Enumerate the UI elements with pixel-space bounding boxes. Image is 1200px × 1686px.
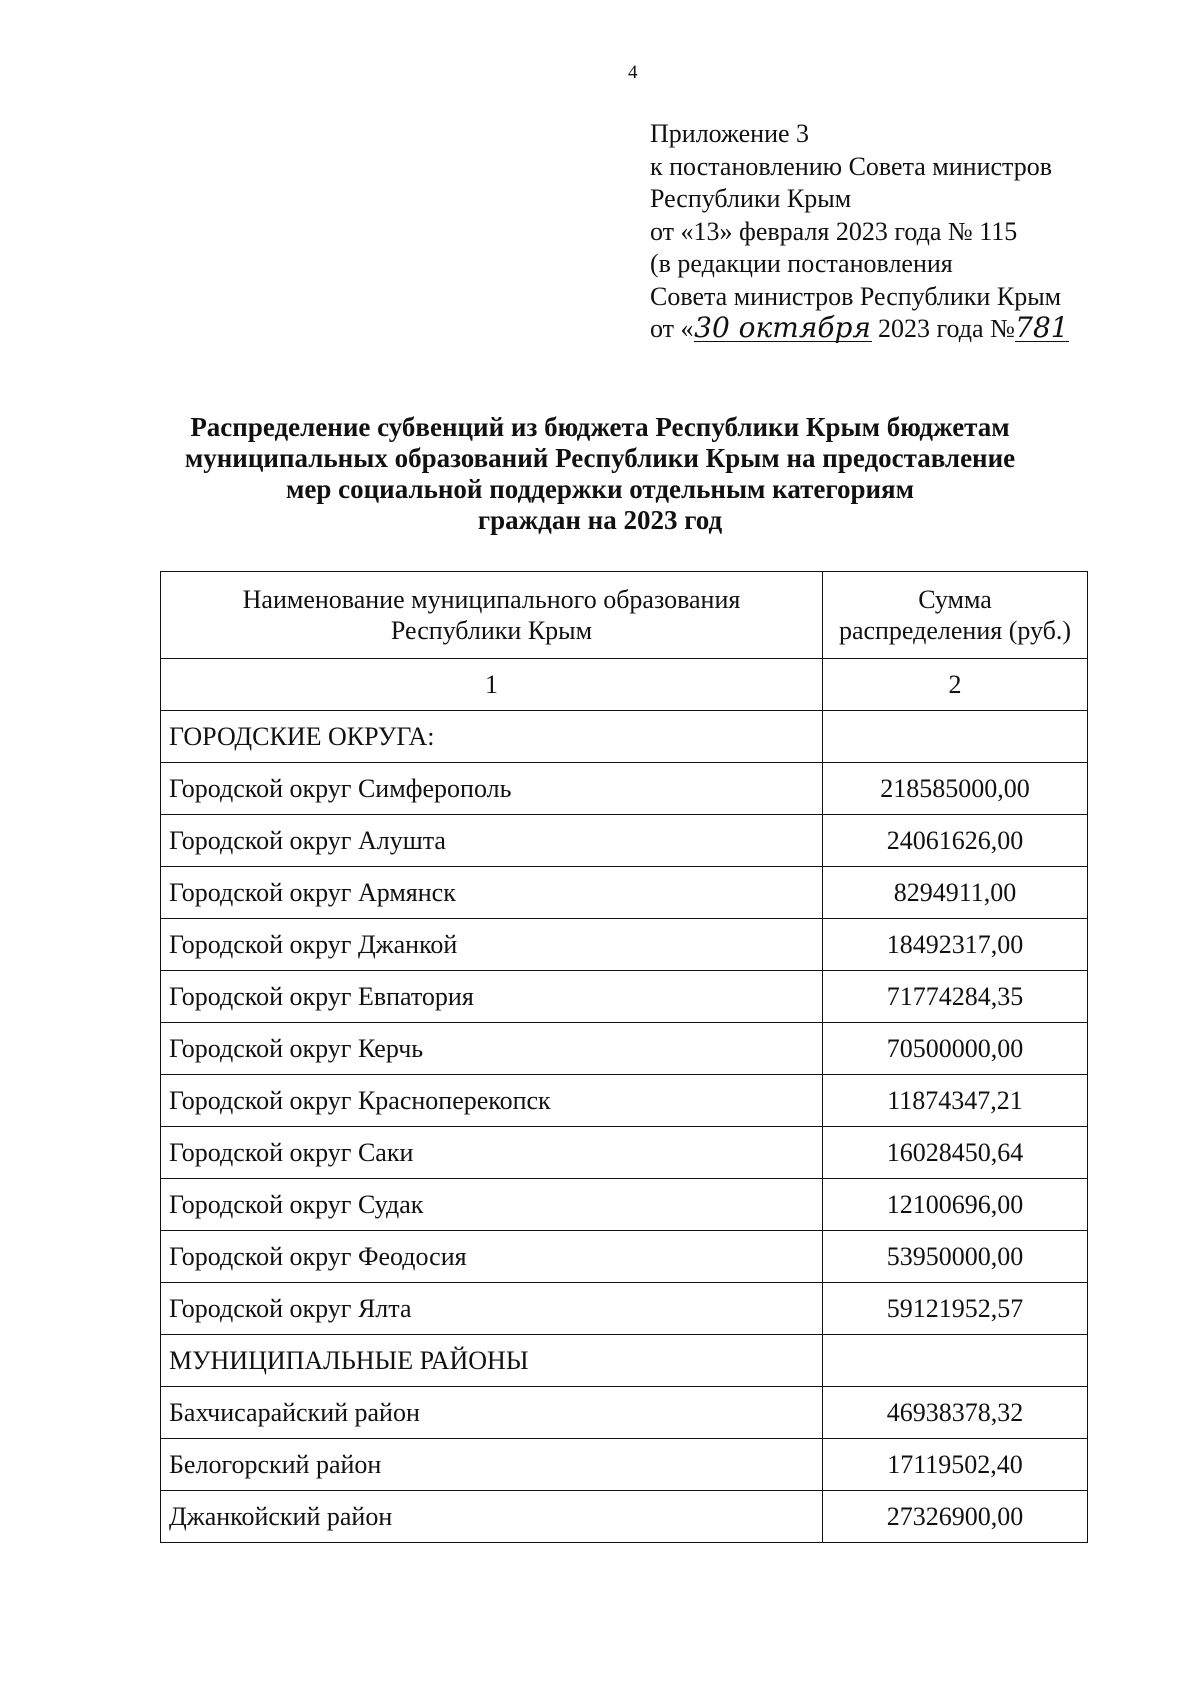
municipality-name-cell: Городской округ Саки <box>161 1127 823 1179</box>
amount-cell: 71774284,35 <box>823 971 1088 1023</box>
handwritten-number: 781 <box>1015 311 1069 344</box>
appendix-line: (в редакции постановления <box>650 249 953 278</box>
municipality-name-cell: Городской округ Джанкой <box>161 919 823 971</box>
table-row <box>161 763 1088 815</box>
amount-cell: 12100696,00 <box>823 1179 1088 1231</box>
title-line: муниципальных образований Республики Крым на предоставление <box>184 443 1016 473</box>
handwritten-date: 30 октября <box>694 311 871 344</box>
amount-cell: 46938378,32 <box>823 1387 1088 1439</box>
amount-cell <box>823 711 1088 763</box>
table-row <box>161 1439 1088 1491</box>
table-row <box>161 1335 1088 1387</box>
amount-cell: 218585000,00 <box>823 763 1088 815</box>
header-amount-line: распределения (руб.) <box>838 616 1072 645</box>
municipality-name-cell: Городской округ Симферополь <box>161 763 823 815</box>
appendix-line: к постановлению Совета министров <box>650 151 1052 181</box>
appendix-line: от «13» февраля 2023 года № 115 <box>650 216 1018 246</box>
title-line: Распределение субвенций из бюджета Республики Крым бюджетам <box>190 412 1010 442</box>
header-name-cell <box>161 572 823 659</box>
table-row <box>161 1491 1088 1543</box>
appendix-line-prefix: от « <box>650 314 694 343</box>
municipality-name-cell: Городской округ Ялта <box>161 1283 823 1335</box>
amount-cell: 18492317,00 <box>823 919 1088 971</box>
amount-cell: 11874347,21 <box>823 1075 1088 1127</box>
column-number-row <box>161 659 1088 711</box>
table-row <box>161 1023 1088 1075</box>
table-row <box>161 1283 1088 1335</box>
appendix-line-middle: 2023 года № <box>878 314 1015 343</box>
header-amount-cell <box>823 572 1088 659</box>
amount-cell: 70500000,00 <box>823 1023 1088 1075</box>
municipality-name-cell: Джанкойский район <box>161 1491 823 1543</box>
table-row <box>161 1387 1088 1439</box>
header-name-line: Наименование муниципального образования <box>242 585 741 614</box>
municipality-name-cell: ГОРОДСКИЕ ОКРУГА: <box>161 711 823 763</box>
table-header-row <box>161 572 1088 659</box>
page-number: 4 <box>628 62 638 83</box>
municipality-name-cell: Городской округ Феодосия <box>161 1231 823 1283</box>
municipality-name-cell: Городской округ Керчь <box>161 1023 823 1075</box>
table-row <box>161 815 1088 867</box>
column-number-cell: 1 <box>161 659 823 711</box>
document-title <box>140 412 1060 536</box>
table-row <box>161 711 1088 763</box>
amount-cell: 59121952,57 <box>823 1283 1088 1335</box>
amount-cell: 53950000,00 <box>823 1231 1088 1283</box>
table-row <box>161 1179 1088 1231</box>
amount-cell: 8294911,00 <box>823 867 1088 919</box>
municipality-name-cell: Городской округ Армянск <box>161 867 823 919</box>
appendix-line: Приложение 3 <box>650 119 810 148</box>
title-line: граждан на 2023 год <box>477 505 723 535</box>
table-row <box>161 971 1088 1023</box>
amount-cell <box>823 1335 1088 1387</box>
column-number-cell: 2 <box>823 659 1088 711</box>
allocation-table-body <box>161 572 1088 1543</box>
appendix-block <box>650 118 1170 346</box>
table-row <box>161 1127 1088 1179</box>
header-amount-line: Сумма <box>918 585 992 614</box>
table-row <box>161 919 1088 971</box>
amount-cell: 27326900,00 <box>823 1491 1088 1543</box>
appendix-signature-line <box>650 313 1170 346</box>
municipality-name-cell: Белогорский район <box>161 1439 823 1491</box>
municipality-name-cell: Бахчисарайский район <box>161 1387 823 1439</box>
table-row <box>161 1075 1088 1127</box>
municipality-name-cell: Городской округ Евпатория <box>161 971 823 1023</box>
municipality-name-cell: Городской округ Алушта <box>161 815 823 867</box>
amount-cell: 16028450,64 <box>823 1127 1088 1179</box>
amount-cell: 17119502,40 <box>823 1439 1088 1491</box>
municipality-name-cell: МУНИЦИПАЛЬНЫЕ РАЙОНЫ <box>161 1335 823 1387</box>
municipality-name-cell: Городской округ Красноперекопск <box>161 1075 823 1127</box>
municipality-name-cell: Городской округ Судак <box>161 1179 823 1231</box>
table-row <box>161 1231 1088 1283</box>
table-row <box>161 867 1088 919</box>
amount-cell: 24061626,00 <box>823 815 1088 867</box>
appendix-line: Совета министров Республики Крым <box>650 281 1062 311</box>
appendix-line: Республики Крым <box>650 184 852 213</box>
header-name-line: Республики Крым <box>390 616 593 645</box>
title-line: мер социальной поддержки отдельным категориям <box>285 474 915 504</box>
allocation-table <box>160 571 1088 1543</box>
